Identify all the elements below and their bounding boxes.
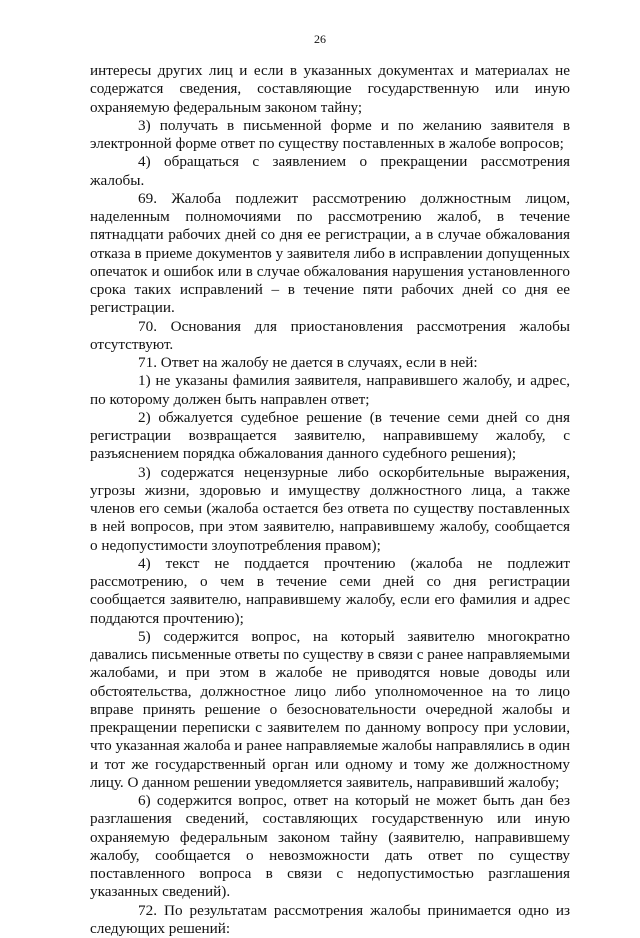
paragraph: 4) текст не поддается прочтению (жалоба не подлежит рассмотрению, о чем в течение семи дней со дня регистрации сообщается заявителю, направившему жалобу, если его фамилия и адрес поддаются прочтению); xyxy=(90,555,570,628)
paragraph: 3) получать в письменной форме и по желанию заявителя в электронной форме ответ по существу поставленных в жалобе вопросов; xyxy=(90,117,570,154)
paragraph: 5) содержится вопрос, на который заявителю многократно давались письменные ответы по существу в связи с ранее направляемыми жалобами, и при этом в жалобе не приводятся новые доводы или обстоятельства, должностное лицо либо уполномоченное на то лицо вправе принять решение о безосновательности очередной жалобы и прекращении переписки с заявителем по данному вопросу при условии, что указанная жалоба и ранее направляемые жалобы направлялись в один и тот же государственный орган или одному и тому же должностному лицу. О данном решении уведомляется заявитель, направивший жалобу; xyxy=(90,628,570,792)
paragraph: интересы других лиц и если в указанных документах и материалах не содержатся сведения, составляющие государственную или иную охраняемую федеральным законом тайну; xyxy=(90,62,570,117)
document-body xyxy=(90,62,570,938)
paragraph: 2) обжалуется судебное решение (в течение семи дней со дня регистрации возвращается заявителю, направившему жалобу, с разъяснением порядка обжалования данного судебного решения); xyxy=(90,409,570,464)
paragraph: 4) обращаться с заявлением о прекращении рассмотрения жалобы. xyxy=(90,153,570,190)
paragraph: 6) содержится вопрос, ответ на который не может быть дан без разглашения сведений, составляющих государственную или иную охраняемую федеральным законом тайну (заявителю, направившему жалобу, сообщается о невозможности дать ответ по существу поставленного вопроса в связи с недопустимостью разглашения указанных сведений). xyxy=(90,792,570,902)
paragraph: 69. Жалоба подлежит рассмотрению должностным лицом, наделенным полномочиями по рассмотрению жалоб, в течение пятнадцати рабочих дней со дня ее регистрации, а в случае обжалования отказа в приеме документов у заявителя либо в исправлении допущенных опечаток и ошибок или в случае обжалования нарушения установленного срока таких исправлений – в течение пяти рабочих дней со дня ее регистрации. xyxy=(90,190,570,318)
page-number: 26 xyxy=(0,32,640,46)
paragraph: 3) содержатся нецензурные либо оскорбительные выражения, угрозы жизни, здоровью и имуществу должностного лица, а также членов его семьи (жалоба остается без ответа по существу поставленных в ней вопросов, при этом заявителю, направившему жалобу, сообщается о недопустимости злоупотребления правом); xyxy=(90,464,570,555)
paragraph: 72. По результатам рассмотрения жалобы принимается одно из следующих решений: xyxy=(90,902,570,938)
paragraph: 70. Основания для приостановления рассмотрения жалобы отсутствуют. xyxy=(90,318,570,355)
paragraph: 1) не указаны фамилия заявителя, направившего жалобу, и адрес, по которому должен быть направлен ответ; xyxy=(90,372,570,409)
paragraph: 71. Ответ на жалобу не дается в случаях, если в ней: xyxy=(90,354,570,372)
